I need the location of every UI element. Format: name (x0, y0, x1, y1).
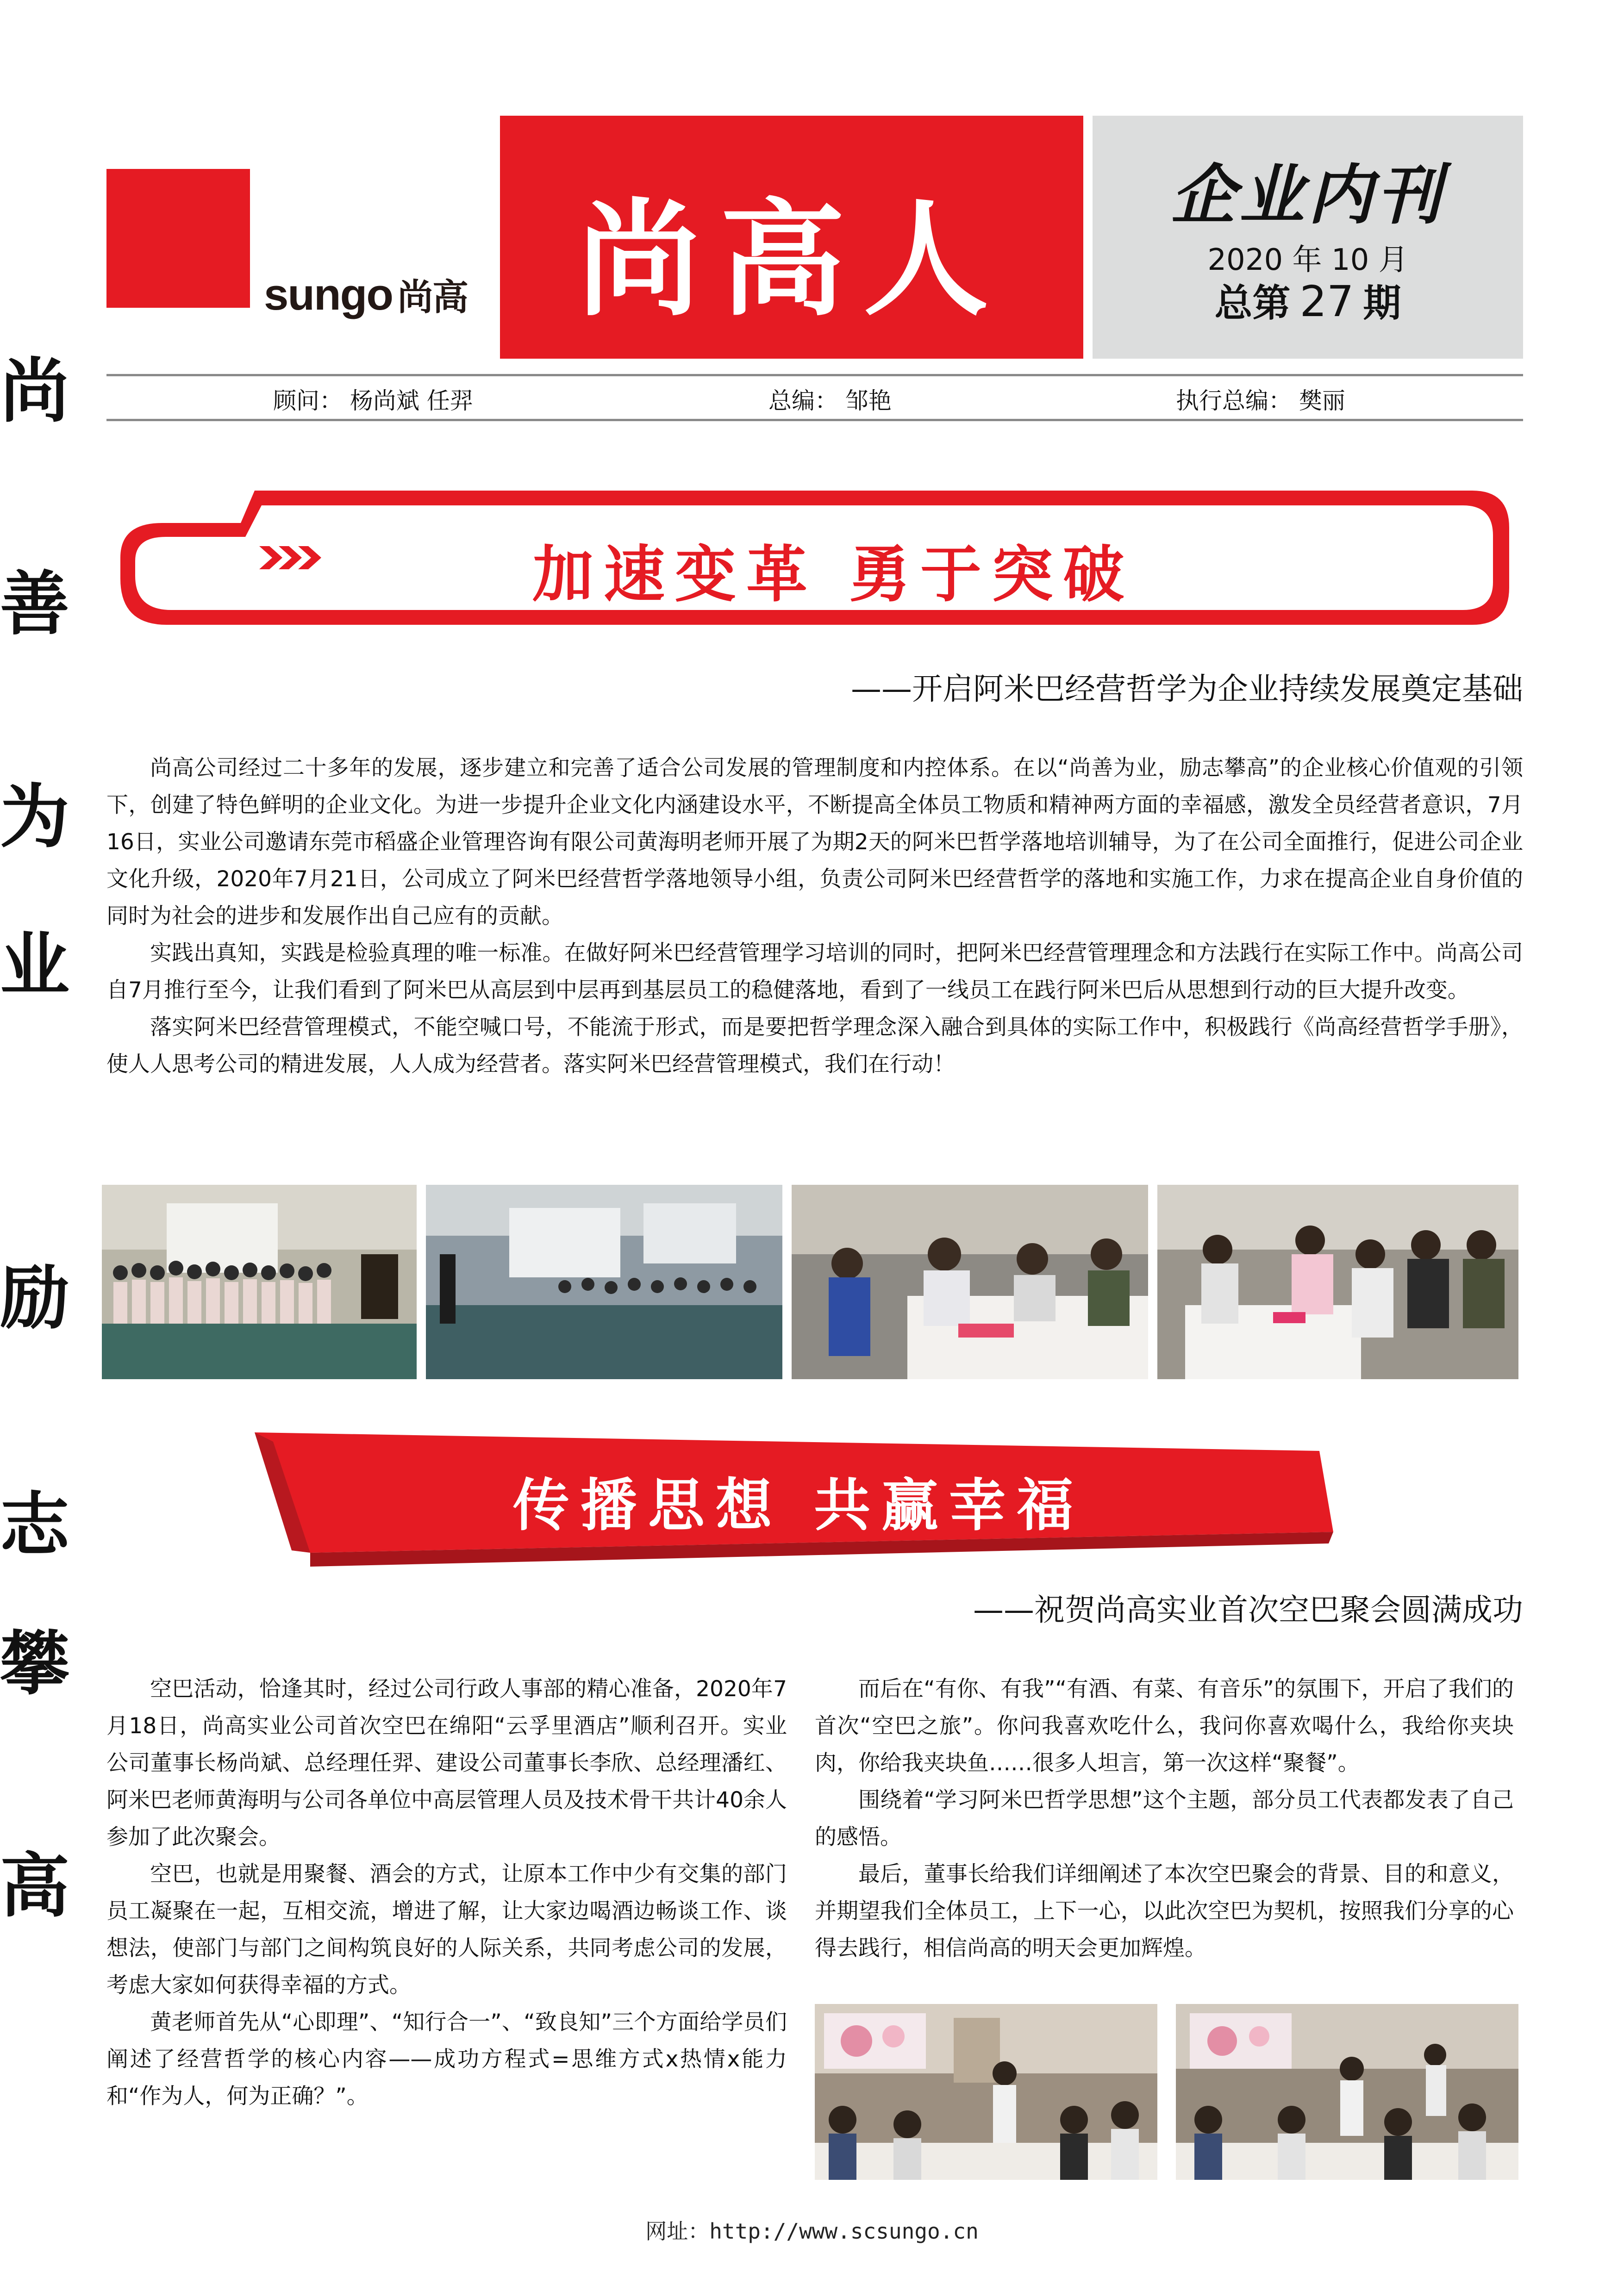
masthead-title: 尚高人 (576, 186, 1007, 333)
issue-prefix: 总第 (1214, 281, 1291, 325)
logo-mark (106, 169, 250, 308)
article2-paragraph: 空巴，也就是用聚餐、酒会的方式，让原本工作中少有交集的部门员工凝聚在一起，互相交流，增进了解，让大家边喝酒边畅谈工作、谈想法，使部门与部门之间构筑良好的人际关系，共同考虑公司的发展，考虑大家如何获得幸福的方式。 (106, 1861, 787, 1998)
staff-bottom-rule (106, 419, 1523, 421)
article2-paragraph: 最后，董事长给我们详细阐述了本次空巴聚会的背景、目的和意义，并期望我们全体员工，上下一心，以此次空巴为契机，按照我们分享的心得去践行，相信尚高的明天会更加辉煌。 (815, 1861, 1514, 1961)
kompa-dinner-photo-1 (815, 2004, 1157, 2180)
workshop-discussion-photo (792, 1185, 1148, 1379)
issue-suffix: 期 (1363, 281, 1401, 325)
website-link[interactable]: http://www.scsungo.cn (709, 2219, 979, 2244)
footer-label: 网址： (645, 2219, 710, 2244)
article1-subtitle: ——开启阿米巴经营哲学为企业持续发展奠定基础 (851, 671, 1523, 707)
slogan-char-5: 励 (0, 1257, 70, 1339)
article1-paragraph: 落实阿米巴经营管理模式，不能空喊口号，不能流于形式，而是要把哲学理念深入融合到具体的实际工作中，积极践行《尚高经营哲学手册》，使人人思考公司的精进发展，人人成为经营者。落实阿米巴经营管理模式，我们在行动！ (106, 1014, 1523, 1077)
workshop-teamwork-photo (1157, 1185, 1518, 1379)
masthead-title-panel (500, 116, 1083, 359)
slogan-char-2: 善 (0, 563, 70, 645)
article2-paragraph: 空巴活动，恰逢其时，经过公司行政人事部的精心准备，2020年7月18日，尚高实业公司首次空巴在绵阳“云孚里酒店”顺利召开。实业公司董事长杨尚斌、总经理任羿、建设公司董事长李欣、总经理潘红、阿米巴老师黄海明与公司各单位中高层管理人员及技术骨干共计40余人参加了此次聚会。 (106, 1676, 787, 1850)
article2-title: 传播思想 共赢幸福 (512, 1473, 1085, 1538)
article1-paragraph: 实践出真知，实践是检验真理的唯一标准。在做好阿米巴经营管理学习培训的同时，把阿米巴经营管理理念和方法践行在实际工作中。尚高公司自7月推行至今，让我们看到了阿米巴从高层到中层再到基层员工的稳健落地，看到了一线员工在践行阿米巴后从思想到行动的巨大提升改变。 (106, 940, 1523, 1003)
issue-panel (1093, 116, 1523, 359)
slogan-char-4: 业 (0, 924, 70, 1006)
issue-number-line (1093, 273, 1523, 327)
publication-label: 企业内刊 (1170, 157, 1445, 233)
slogan-char-7: 攀 (0, 1623, 70, 1705)
issue-number: 27 (1299, 277, 1354, 326)
staff-advisors: 顾问： 杨尚斌 任羿 (273, 387, 473, 414)
training-group-photo (102, 1185, 417, 1379)
article1-title: 加速变革 勇于突破 (532, 539, 1134, 610)
article2-paragraph: 围绕着“学习阿米巴哲学思想”这个主题，部分员工代表都发表了自己的感悟。 (815, 1787, 1514, 1850)
article2-right-column (815, 1671, 1514, 1967)
article1-paragraph: 尚高公司经过二十多年的发展，逐步建立和完善了适合公司发展的管理制度和内控体系。在以“尚善为业，励志攀高”的企业核心价值观的引领下，创建了特色鲜明的企业文化。为进一步提升企业文化内涵建设水平，不断提高全体员工物质和精神两方面的幸福感，激发全员经营者意识，7月16日，实业公司邀请东莞市稻盛企业管理咨询有限公司黄海明老师开展了为期2天的阿米巴哲学落地培训辅导，为了在公司全面推行，促进公司企业文化升级，2020年7月21日，公司成立了阿米巴经营哲学落地领导小组，负责公司阿米巴经营哲学的落地和实施工作，力求在提高企业自身价值的同时为社会的进步和发展作出自己应有的贡献。 (106, 755, 1523, 929)
staff-top-rule (106, 374, 1523, 376)
slogan-char-8: 高 (0, 1845, 70, 1927)
page-footer (0, 2215, 1624, 2245)
logo-cn: 尚高 (397, 277, 468, 317)
article2-left-column (106, 1671, 787, 2115)
logo-latin: sungo (264, 270, 393, 319)
kompa-dinner-photo-2 (1176, 2004, 1518, 2180)
article2-subtitle: ——祝贺尚高实业首次空巴聚会圆满成功 (973, 1592, 1523, 1628)
article1-body (106, 750, 1523, 1083)
issue-date: 2020 年 10 月 (1207, 243, 1408, 277)
training-classroom-photo (426, 1185, 782, 1379)
article2-paragraph: 黄老师首先从“心即理”、“知行合一”、“致良知”三个方面给学员们阐述了经营哲学的核心内容——成功方程式=思维方式x热情x能力和“作为人，何为正确？”。 (106, 2010, 787, 2109)
staff-editor: 总编： 邹艳 (768, 387, 892, 414)
slogan-char-6: 志 (0, 1484, 70, 1566)
company-logo (264, 268, 468, 320)
article2-paragraph: 而后在“有你、有我”“有酒、有菜、有音乐”的氛围下，开启了我们的首次“空巴之旅”。你问我喜欢吃什么，我问你喜欢喝什么，我给你夹块肉，你给我夹块鱼……很多人坦言，第一次这样“聚餐”。 (815, 1676, 1514, 1776)
slogan-char-1: 尚 (0, 350, 70, 432)
staff-executive-editor: 执行总编： 樊丽 (1176, 387, 1345, 414)
slogan-char-3: 为 (0, 776, 70, 858)
